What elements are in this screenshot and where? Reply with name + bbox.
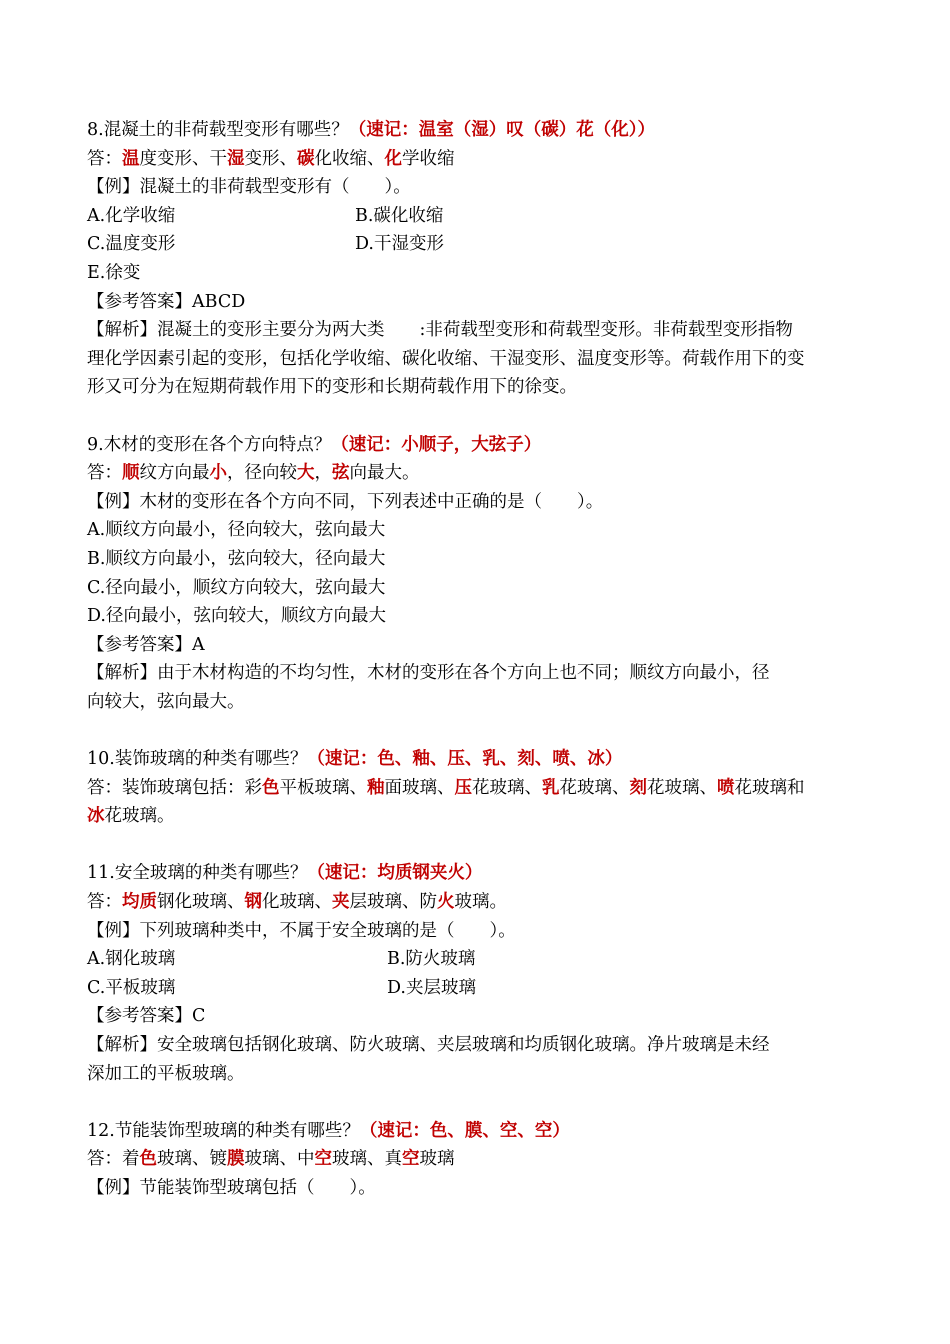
q11-option-b: B.防火玻璃 bbox=[387, 949, 476, 970]
answer-text: 玻璃 bbox=[419, 1149, 455, 1170]
q11-title-line bbox=[87, 859, 877, 888]
highlight-keyword: 夹 bbox=[332, 892, 350, 913]
q8-option-a: A.化学收缩 bbox=[87, 205, 176, 226]
highlight-keyword: 压 bbox=[454, 777, 472, 798]
q11-answer bbox=[87, 888, 877, 917]
highlight-keyword: 钢 bbox=[244, 892, 262, 913]
q10-title: 10.装饰玻璃的种类有哪些？ bbox=[87, 749, 308, 770]
highlight-keyword: 碳 bbox=[297, 148, 315, 169]
q9-analysis-line-1: 【解析】由于木材构造的不均匀性，木材的变形在各个方向上也不同；顺纹方向最小，径 bbox=[87, 663, 770, 684]
q11-option-a: A.钢化玻璃 bbox=[87, 949, 176, 970]
q8-analysis-line-2: 理化学因素引起的变形，包括化学收缩、碳化收缩、干湿变形、温度变形等。荷载作用下的变 bbox=[87, 348, 805, 369]
q9-ref-answer: 【参考答案】A bbox=[87, 634, 205, 655]
answer-text: 花玻璃、 bbox=[559, 777, 630, 798]
answer-text: 答： bbox=[87, 148, 122, 169]
spacer bbox=[87, 716, 877, 745]
q12-title-line bbox=[87, 1117, 877, 1146]
q11-example: 【例】下列玻璃种类中，不属于安全玻璃的是（ ）。 bbox=[87, 920, 516, 941]
q12-example: 【例】节能装饰型玻璃包括（ ）。 bbox=[87, 1177, 376, 1198]
highlight-keyword: 色 bbox=[262, 777, 280, 798]
q12-title: 12.节能装饰型玻璃的种类有哪些？ bbox=[87, 1120, 360, 1141]
spacer bbox=[87, 831, 877, 860]
q9-mnemonic: （速记：小顺子，大弦子） bbox=[331, 434, 542, 455]
highlight-keyword: 刻 bbox=[629, 777, 647, 798]
highlight-keyword: 小 bbox=[209, 463, 227, 484]
highlight-keyword: 釉 bbox=[367, 777, 385, 798]
answer-text: 层玻璃、防 bbox=[349, 892, 437, 913]
highlight-keyword: 温 bbox=[122, 148, 140, 169]
q8-option-d: D.干湿变形 bbox=[355, 234, 444, 255]
q11-options-row-1 bbox=[87, 945, 877, 974]
highlight-keyword: 湿 bbox=[227, 148, 245, 169]
q12-answer bbox=[87, 1145, 877, 1174]
q9-option-a: A.顺纹方向最小，径向较大，弦向最大 bbox=[87, 520, 386, 541]
q10-title-line bbox=[87, 745, 877, 774]
q10-answer-line-1 bbox=[87, 774, 877, 803]
answer-text: 面玻璃、 bbox=[384, 777, 455, 798]
q8-option-c: C.温度变形 bbox=[87, 234, 176, 255]
answer-text: 玻璃、真 bbox=[332, 1149, 402, 1170]
answer-text: 答： bbox=[87, 892, 122, 913]
q11-options-row-2 bbox=[87, 974, 877, 1003]
answer-text: 向最大。 bbox=[349, 463, 420, 484]
answer-text: 变形、 bbox=[244, 148, 297, 169]
answer-text: 答：装饰玻璃包括：彩 bbox=[87, 777, 262, 798]
q8-analysis-line-3: 形又可分为在短期荷载作用下的变形和长期荷载作用下的徐变。 bbox=[87, 377, 577, 398]
answer-text: 化收缩、 bbox=[314, 148, 385, 169]
highlight-keyword: 冰 bbox=[87, 806, 105, 827]
spacer bbox=[87, 402, 877, 431]
answer-text: 平板玻璃、 bbox=[279, 777, 367, 798]
q11-option-d: D.夹层玻璃 bbox=[387, 977, 476, 998]
q8-option-e: E.徐变 bbox=[87, 262, 141, 283]
highlight-keyword: 均质 bbox=[122, 892, 157, 913]
q9-analysis-line-2: 向较大，弦向最大。 bbox=[87, 691, 245, 712]
answer-text: 纹方向最 bbox=[139, 463, 210, 484]
q11-analysis-line-1: 【解析】安全玻璃包括钢化玻璃、防火玻璃、夹层玻璃和均质钢化玻璃。净片玻璃是未经 bbox=[87, 1035, 770, 1055]
answer-text: 答： bbox=[87, 463, 122, 484]
q9-title: 9.木材的变形在各个方向特点？ bbox=[87, 434, 332, 455]
answer-text: 玻璃、镀 bbox=[157, 1149, 227, 1170]
highlight-keyword: 大 bbox=[297, 463, 315, 484]
answer-text: 玻璃。 bbox=[454, 892, 507, 913]
q8-option-b: B.碳化收缩 bbox=[355, 205, 444, 226]
highlight-keyword: 化 bbox=[384, 148, 402, 169]
answer-text: 花玻璃、 bbox=[472, 777, 542, 798]
q9-answer bbox=[87, 459, 877, 488]
q9-example: 【例】木材的变形在各个方向不同，下列表述中正确的是（ ）。 bbox=[87, 491, 604, 512]
answer-text: 玻璃、中 bbox=[244, 1149, 315, 1170]
answer-text: 学收缩 bbox=[402, 148, 455, 169]
q9-option-d: D.径向最小，弦向较大，顺纹方向最大 bbox=[87, 606, 386, 627]
answer-text: 钢化玻璃、 bbox=[157, 892, 245, 913]
q8-options-row-2 bbox=[87, 230, 877, 259]
q8-answer bbox=[87, 145, 877, 174]
highlight-keyword: 喷 bbox=[717, 777, 735, 798]
q8-ref-answer: 【参考答案】ABCD bbox=[87, 291, 246, 312]
highlight-keyword: 顺 bbox=[122, 463, 140, 484]
q9-option-b: B.顺纹方向最小，弦向较大，径向最大 bbox=[87, 548, 386, 569]
answer-text: 花玻璃和 bbox=[734, 777, 805, 798]
q9-option-c: C.径向最小，顺纹方向较大，弦向最大 bbox=[87, 577, 386, 598]
highlight-keyword: 弦 bbox=[332, 463, 350, 484]
highlight-keyword: 火 bbox=[437, 892, 455, 913]
highlight-keyword: 空 bbox=[314, 1149, 332, 1170]
q8-title-line bbox=[87, 116, 877, 145]
q11-option-c: C.平板玻璃 bbox=[87, 977, 176, 998]
q11-mnemonic: （速记：均质钢夹火） bbox=[307, 863, 483, 884]
q10-mnemonic: （速记：色、釉、压、乳、刻、喷、冰） bbox=[307, 749, 623, 770]
answer-text: ，径向较 bbox=[227, 463, 297, 484]
answer-text: ， bbox=[314, 463, 332, 484]
answer-text: 度变形、干 bbox=[139, 148, 227, 169]
document-page bbox=[87, 116, 877, 1203]
q8-options-row-1 bbox=[87, 202, 877, 231]
q11-analysis-line-2: 深加工的平板玻璃。 bbox=[87, 1063, 245, 1084]
answer-text: 答：着 bbox=[87, 1149, 140, 1170]
q9-title-line bbox=[87, 431, 877, 460]
q8-analysis-line-1: 【解析】混凝土的变形主要分为两大类 :非荷载型变形和荷载型变形。非荷载型变形指物 bbox=[87, 320, 793, 341]
q8-mnemonic: （速记：温室（湿）叹（碳）花（化）） bbox=[348, 120, 655, 140]
q12-mnemonic: （速记：色、膜、空、空） bbox=[359, 1120, 570, 1141]
highlight-keyword: 膜 bbox=[227, 1149, 245, 1170]
highlight-keyword: 空 bbox=[402, 1149, 420, 1170]
highlight-keyword: 色 bbox=[139, 1149, 157, 1170]
answer-text: 花玻璃、 bbox=[647, 777, 717, 798]
q10-answer-line-2 bbox=[87, 802, 877, 831]
q11-title: 11.安全玻璃的种类有哪些？ bbox=[87, 863, 308, 884]
q8-title: 8.混凝土的非荷载型变形有哪些？ bbox=[87, 120, 349, 140]
spacer bbox=[87, 1088, 877, 1117]
answer-text: 化玻璃、 bbox=[262, 892, 332, 913]
highlight-keyword: 乳 bbox=[542, 777, 560, 798]
q8-example: 【例】混凝土的非荷载型变形有（ ）。 bbox=[87, 177, 411, 198]
answer-text: 花玻璃。 bbox=[104, 806, 175, 827]
q11-ref-answer: 【参考答案】C bbox=[87, 1006, 206, 1027]
